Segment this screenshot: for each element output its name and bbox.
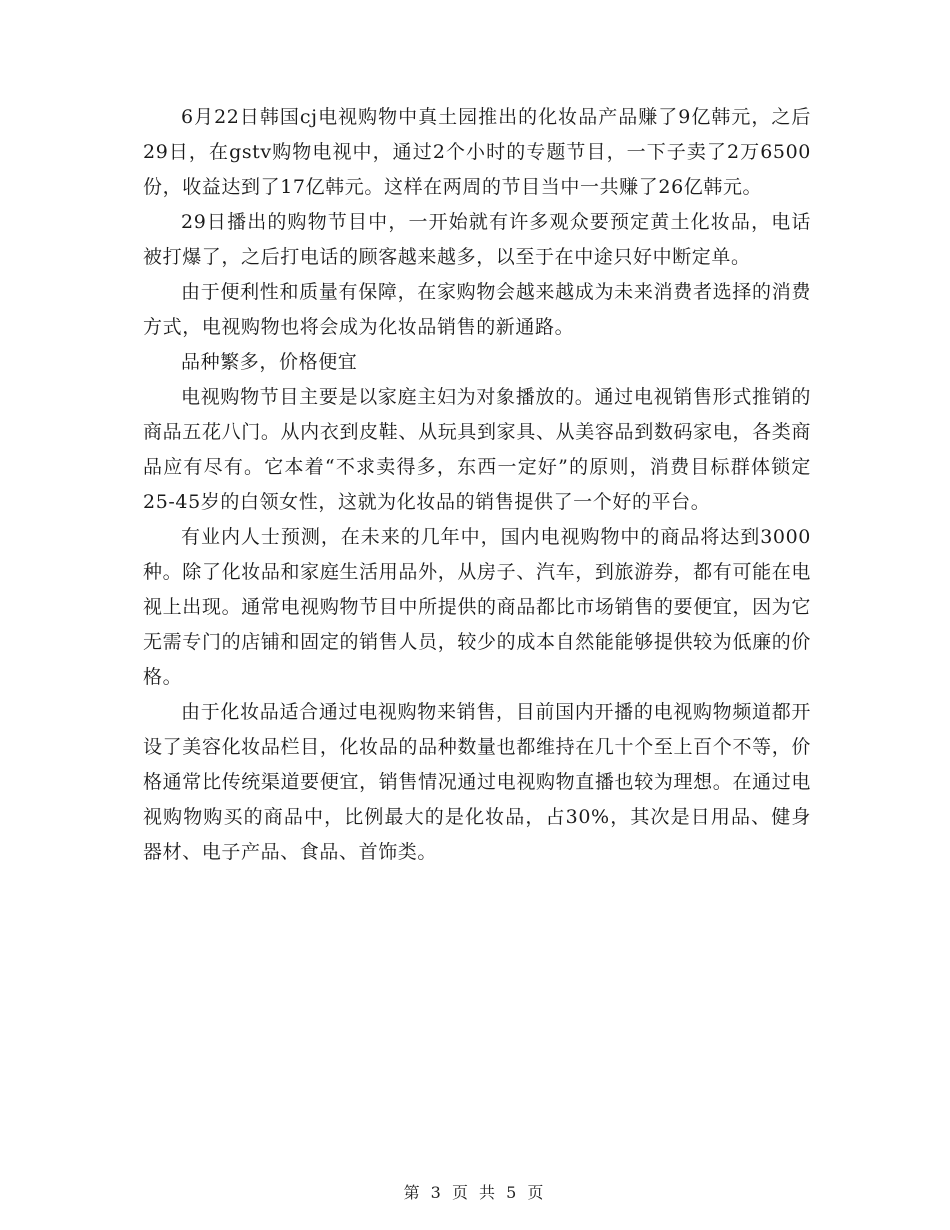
paragraph: 由于便利性和质量有保障，在家购物会越来越成为未来消费者选择的消费方式，电视购物也将会成为化妆品销售的新通路。: [143, 281, 811, 338]
paragraph: 6月22日韩国cj电视购物中真土园推出的化妆品产品赚了9亿韩元，之后29日，在gstv购物电视中，通过2个小时的专题节目，一下子卖了2万6500份，收益达到了17亿韩元。这样在两周的节目当中一共赚了26亿韩元。: [143, 106, 811, 198]
paragraph: 有业内人士预测，在未来的几年中，国内电视购物中的商品将达到3000种。除了化妆品和家庭生活用品外，从房子、汽车，到旅游券，都有可能在电视上出现。通常电视购物节目中所提供的商品都比市场销售的要便宜，因为它无需专门的店铺和固定的销售人员，较少的成本自然能能够提供较为低廉的价格。: [143, 526, 811, 688]
section-heading: 品种繁多，价格便宜: [181, 351, 358, 373]
paragraph: 电视购物节目主要是以家庭主妇为对象播放的。通过电视销售形式推销的商品五花八门。从内衣到皮鞋、从玩具到家具、从美容品到数码家电，各类商品应有尽有。它本着“不求卖得多，东西一定好”的原则，消费目标群体锁定25-45岁的白领女性，这就为化妆品的销售提供了一个好的平台。: [143, 386, 811, 513]
paragraph: 29日播出的购物节目中，一开始就有许多观众要预定黄土化妆品，电话被打爆了，之后打电话的顾客越来越多，以至于在中途只好中断定单。: [143, 211, 811, 268]
paragraph: 由于化妆品适合通过电视购物来销售，目前国内开播的电视购物频道都开设了美容化妆品栏目，化妆品的品种数量也都维持在几十个至上百个不等，价格通常比传统渠道要便宜，销售情况通过电视购物直播也较为理想。在通过电视购物购买的商品中，比例最大的是化妆品，占30%，其次是日用品、健身器材、电子产品、食品、首饰类。: [143, 701, 811, 863]
page-number-footer: 第 3 页 共 5 页: [403, 1183, 547, 1202]
document-body: [143, 100, 811, 870]
